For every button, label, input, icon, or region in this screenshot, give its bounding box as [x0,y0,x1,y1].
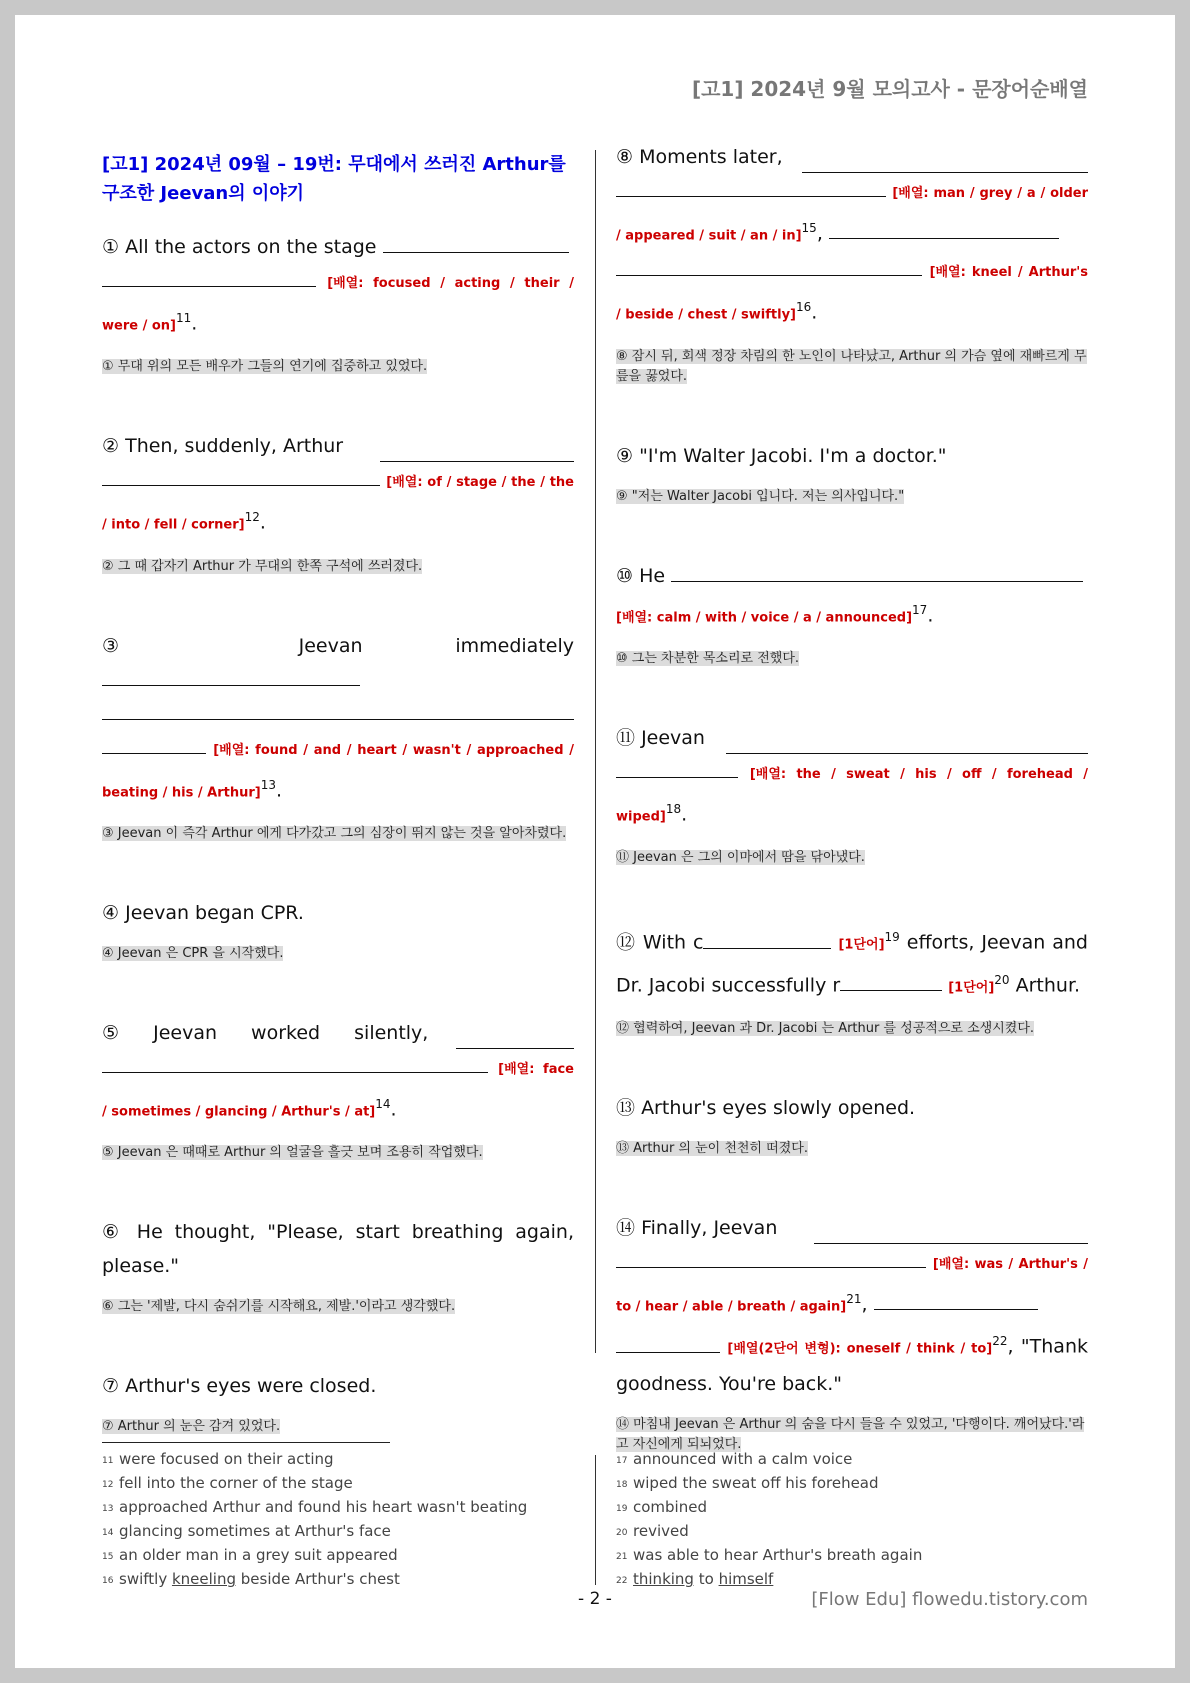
answer-blank[interactable] [829,220,1059,239]
punctuation: , [816,222,823,245]
question-text: With c [642,931,704,954]
question-text: Arthur's eyes were closed. [125,1375,377,1398]
question-12 [616,920,1088,1039]
footnote-number: 17 [616,1456,628,1466]
footnote-underlined: himself [718,1570,774,1588]
footnote-text: glancing sometimes at Arthur's face [119,1522,391,1540]
right-column [616,140,1088,1455]
footnote-item [616,1567,1086,1591]
page [15,15,1175,1668]
question-text: Finally, Jeevan [641,1216,778,1239]
question-number: ⑫ [616,931,636,954]
question-10 [616,559,1088,669]
question-text: He [639,564,666,587]
question-number: ③ [102,634,206,657]
question-number: ⑨ [616,444,634,467]
footnote-underlined: kneeling [171,1570,236,1588]
footnote-item [616,1519,1086,1543]
question-text: Jeevan began CPR. [125,901,304,924]
answer-blank[interactable] [102,701,574,720]
question-4 [102,896,574,964]
footnote-item [616,1471,1086,1495]
question-number: ⑪ [616,726,636,749]
translation: ⑪ Jeevan 은 그의 이마에서 땀을 닦아냈다. [616,850,865,866]
translation: ① 무대 위의 모든 배우가 그들의 연기에 집중하고 있었다. [102,359,428,375]
answer-blank[interactable] [102,735,206,754]
answer-blank[interactable] [102,667,360,686]
footnote-number: 20 [616,1528,628,1538]
translation: ⑦ Arthur 의 눈은 감겨 있었다. [102,1419,281,1435]
question-1 [102,230,574,377]
question-number: ④ [102,901,120,924]
answer-blank[interactable] [616,1334,720,1353]
footnote-number: 11 [102,1456,114,1466]
footnote-ref: 12 [244,510,260,525]
footnote-ref: 15 [801,221,817,235]
footnotes-right [616,1447,1086,1591]
footnote-item [102,1519,572,1543]
question-number: ⑭ [616,1216,636,1239]
punctuation: . [276,778,283,801]
hint: [배열: focused / acting / their / were / on] [102,276,574,334]
answer-blank[interactable] [102,268,316,287]
footnotes-left [102,1447,572,1591]
translation: ⑩ 그는 차분한 목소리로 전했다. [616,650,800,666]
footnote-ref: 22 [992,1334,1008,1349]
footnote-ref: 19 [884,930,900,945]
question-number: ② [102,435,120,458]
document-title: [고1] 2024년 09월 – 19번: 무대에서 쓰러진 Arthur를 구조한 Jeevan의 이야기 [102,154,566,204]
question-text: Arthur's eyes slowly opened. [641,1096,916,1119]
answer-blank[interactable] [616,178,886,197]
hint: [배열: calm / with / voice / a / announced] [616,609,913,625]
footnote-text: swiftly [119,1570,172,1588]
answer-blank[interactable] [383,234,569,253]
answer-blank[interactable] [616,759,738,778]
hint: [배열: was / Arthur's / to / hear / able / breath / again] [616,1256,1088,1315]
footnote-number: 13 [102,1504,114,1514]
footnote-text: were focused on their acting [119,1450,334,1468]
question-2 [102,429,574,576]
question-text: Jeevan immediately [298,634,574,657]
answer-blank[interactable] [102,467,380,486]
footnote-text: an older man in a grey suit appeared [119,1546,398,1564]
translation: ⑫ 협력하여, Jeevan 과 Dr. Jacobi 는 Arthur 를 성공적으로 소생시켰다. [616,1020,1035,1036]
question-text: Jeevan worked silently, [153,1021,429,1044]
translation: ⑬ Arthur 의 눈이 천천히 떠졌다. [616,1140,808,1156]
hint: [배열: the / sweat / his / off / forehead / wiped] [616,766,1088,825]
footnote-item [102,1495,572,1519]
translation: ⑥ 그는 '제발, 다시 숨쉬기를 시작해요, 제발.'이라고 생각했다. [102,1299,456,1315]
footnote-number: 16 [102,1576,114,1586]
footnote-number: 15 [102,1552,114,1562]
question-number: ⑧ [616,146,634,168]
question-number: ⑥ [102,1221,125,1244]
answer-blank[interactable] [726,735,1088,754]
translation: ⑭ 마침내 Jeevan 은 Arthur 의 숨을 다시 들을 수 있었고, '다행이다. 깨어났다.'라고 자신에게 되뇌었다. [616,1416,1085,1452]
hint: [배열: found / and / heart / wasn't / approached / beating / his / Arthur] [102,742,574,800]
footnote-ref: 17 [912,602,928,617]
footnote-number: 14 [102,1528,114,1538]
footnote-ref: 11 [175,311,192,325]
translation: ⑤ Jeevan 은 때때로 Arthur 의 얼굴을 흘긋 보며 조용히 작업했다. [102,1145,483,1161]
footnote-ref: 14 [375,1096,391,1111]
translation: ④ Jeevan 은 CPR 을 시작했다. [102,945,284,961]
punctuation: . [811,301,818,324]
translation: ⑧ 잠시 뒤, 회색 정장 차림의 한 노인이 나타났고, Arthur 의 가슴 옆에 재빠르게 무릎을 꿇었다. [616,348,1087,384]
footnote-item [102,1543,572,1567]
question-5 [102,1016,574,1163]
footnote-text: beside Arthur's chest [235,1570,400,1588]
footnote-ref: 21 [846,1291,862,1306]
footnote-item [102,1447,572,1471]
footnote-item [102,1567,572,1591]
footnote-ref: 20 [994,972,1010,987]
question-text: Then, suddenly, Arthur [125,435,344,458]
footer-brand: [Flow Edu] flowedu.tistory.com [811,1589,1088,1610]
question-text: Arthur. [1015,973,1081,996]
hint: [배열: of / stage / the / the / into / fell / corner] [102,475,574,533]
footnote-separator [102,1442,390,1443]
question-8 [616,140,1088,387]
footnote-number: 19 [616,1504,628,1514]
question-text: He thought, "Please, start breathing again, please." [102,1221,574,1278]
footnote-item [102,1471,572,1495]
question-number: ⑩ [616,564,634,587]
question-text: All the actors on the stage [125,236,377,258]
punctuation: , [861,1293,868,1316]
answer-blank[interactable] [102,1054,488,1073]
punctuation: . [390,1098,397,1121]
footnote-ref: 13 [260,777,277,792]
hint: [배열: man / grey / a / older / appeared / suit / an / in] [616,186,1088,244]
footnote-number: 18 [616,1480,628,1490]
question-number: ⑦ [102,1375,120,1398]
translation: ③ Jeevan 이 즉각 Arthur 에게 다가갔고 그의 심장이 뛰지 않는 것을 알아차렸다. [102,825,567,841]
question-text: "I'm Walter Jacobi. I'm a doctor." [639,444,947,467]
page-number: - 2 - [578,1589,612,1609]
answer-blank[interactable] [802,154,1088,173]
footnote-item [616,1543,1086,1567]
footnote-text: announced with a calm voice [633,1450,853,1468]
answer-blank[interactable] [616,257,922,276]
punctuation: . [191,312,198,335]
translation: ⑨ "저는 Walter Jacobi 입니다. 저는 의사입니다." [616,488,905,504]
footnote-number: 21 [616,1552,628,1562]
question-number: ⑤ [102,1021,120,1044]
hint: [1단어] [838,937,885,953]
hint: [배열: face / sometimes / glancing / Arthur's / at] [102,1061,574,1120]
footnote-item [616,1495,1086,1519]
answer-blank[interactable] [874,1291,1038,1310]
hint: [배열: kneel / Arthur's / beside / chest / swiftly] [616,265,1088,323]
footnote-text: revived [633,1522,689,1540]
translation: ② 그 때 갑자기 Arthur 가 무대의 한쪽 구석에 쓰러졌다. [102,558,423,574]
punctuation: . [259,511,266,534]
question-text: efforts, Jeevan and Dr. Jacobi successfully r [616,931,1088,996]
answer-blank[interactable] [456,1030,574,1049]
answer-blank[interactable] [671,563,1083,582]
hint: [배열(2단어 변형): oneself / think / to] [727,1341,993,1357]
question-6 [102,1215,574,1317]
footnote-ref: 18 [665,801,682,816]
answer-blank[interactable] [380,443,574,462]
column-divider [595,150,596,1353]
footnote-text: was able to hear Arthur's breath again [633,1546,923,1564]
left-column [102,150,574,1437]
footnote-text: approached Arthur and found his heart wasn't beating [119,1498,528,1516]
question-14 [616,1211,1088,1455]
footnote-text: wiped the sweat off his forehead [633,1474,879,1492]
answer-blank[interactable] [703,930,831,949]
footnote-number: 12 [102,1480,114,1490]
footnote-underlined: thinking [633,1570,694,1588]
footnote-divider [595,1455,596,1585]
answer-blank[interactable] [814,1225,1088,1244]
question-number: ⑬ [616,1096,636,1119]
question-number: ① [102,236,120,258]
question-3 [102,629,574,844]
question-7 [102,1369,574,1437]
footnote-text: fell into the corner of the stage [119,1474,353,1492]
punctuation: . [927,603,934,626]
question-13 [616,1091,1088,1159]
footnote-text: combined [633,1498,707,1516]
answer-blank[interactable] [616,1249,926,1268]
question-text: Jeevan [641,726,705,749]
page-header: [고1] 2024년 9월 모의고사 - 문장어순배열 [691,77,1088,101]
question-text: Moments later, [639,146,783,168]
footnote-ref: 16 [796,300,812,315]
footnote-text: to [693,1570,719,1588]
footnote-number: 22 [616,1576,628,1586]
question-9 [616,439,1088,507]
answer-blank[interactable] [840,972,942,991]
question-11 [616,721,1088,868]
punctuation: . [681,803,688,826]
hint: [1단어] [948,979,995,995]
footnote-item [616,1447,1086,1471]
question-text: , "Thank goodness. You're back." [616,1335,1088,1395]
